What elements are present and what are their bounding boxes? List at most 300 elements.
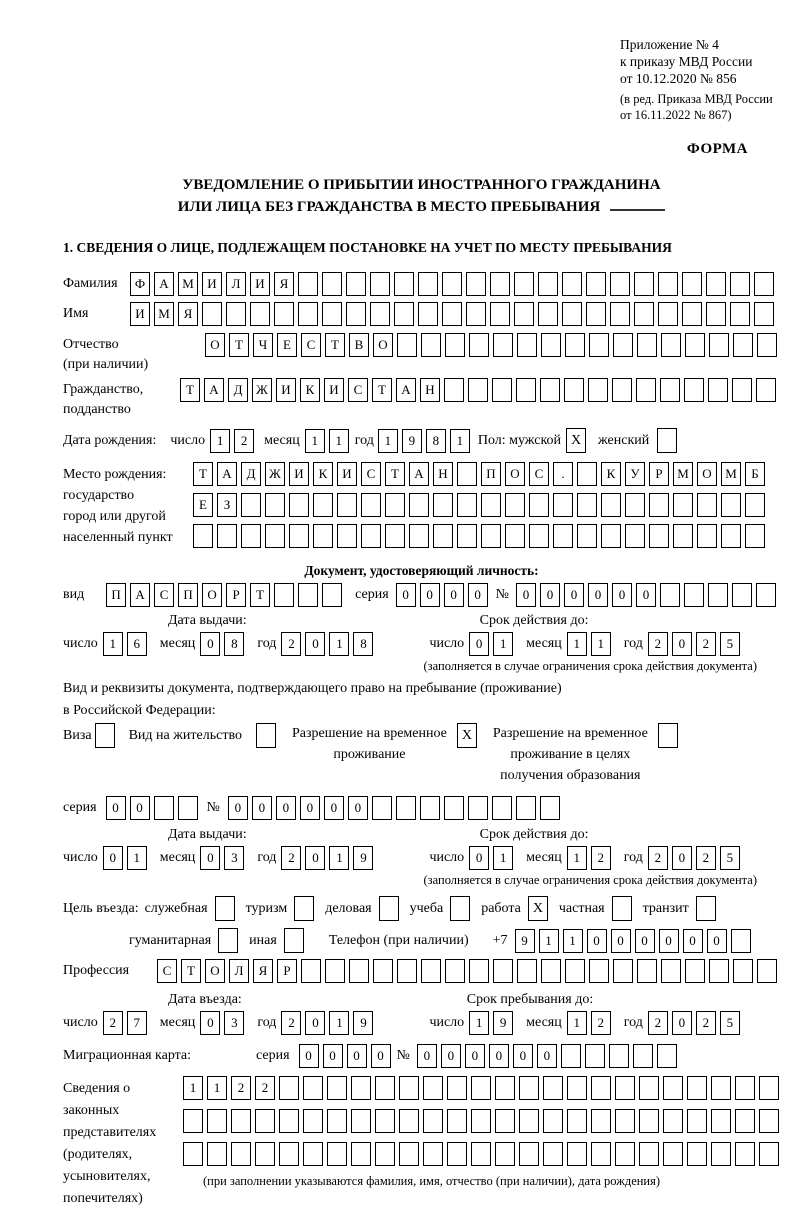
char-cell[interactable] <box>445 333 465 357</box>
char-cell[interactable] <box>303 1076 323 1100</box>
char-cell[interactable] <box>490 272 510 296</box>
char-cell[interactable] <box>399 1142 419 1166</box>
char-cell[interactable] <box>519 1109 539 1133</box>
char-cell[interactable]: И <box>324 378 344 402</box>
char-cell[interactable]: 2 <box>281 846 301 870</box>
char-cell[interactable] <box>346 302 366 326</box>
char-cell[interactable]: 1 <box>329 1011 349 1035</box>
char-cell[interactable] <box>660 583 680 607</box>
char-cell[interactable] <box>231 1109 251 1133</box>
char-cell[interactable]: 1 <box>567 846 587 870</box>
char-cell[interactable]: Д <box>241 462 261 486</box>
char-cell[interactable] <box>562 302 582 326</box>
char-cell[interactable]: П <box>178 583 198 607</box>
char-cell[interactable]: 0 <box>469 846 489 870</box>
char-cell[interactable] <box>495 1076 515 1100</box>
char-cell[interactable] <box>385 524 405 548</box>
char-cell[interactable] <box>327 1076 347 1100</box>
char-cell[interactable] <box>634 302 654 326</box>
char-cell[interactable] <box>745 524 765 548</box>
char-cell[interactable] <box>370 302 390 326</box>
char-cell[interactable]: 2 <box>281 632 301 656</box>
char-cell[interactable]: Т <box>181 959 201 983</box>
char-cell[interactable]: В <box>349 333 369 357</box>
char-cell[interactable] <box>313 493 333 517</box>
char-cell[interactable] <box>399 1076 419 1100</box>
char-cell[interactable]: Я <box>274 272 294 296</box>
char-cell[interactable] <box>731 929 751 953</box>
char-cell[interactable] <box>471 1076 491 1100</box>
char-cell[interactable] <box>346 272 366 296</box>
char-cell[interactable] <box>589 333 609 357</box>
char-cell[interactable] <box>562 272 582 296</box>
sex-male-checkbox[interactable]: X <box>566 428 586 453</box>
char-cell[interactable] <box>706 272 726 296</box>
char-cell[interactable]: И <box>337 462 357 486</box>
char-cell[interactable]: 0 <box>130 796 150 820</box>
char-cell[interactable] <box>255 1109 275 1133</box>
char-cell[interactable] <box>543 1109 563 1133</box>
char-cell[interactable] <box>375 1109 395 1133</box>
char-cell[interactable] <box>634 272 654 296</box>
char-cell[interactable] <box>505 493 525 517</box>
char-cell[interactable] <box>495 1109 515 1133</box>
char-cell[interactable] <box>514 302 534 326</box>
char-cell[interactable] <box>673 524 693 548</box>
char-cell[interactable]: 2 <box>281 1011 301 1035</box>
char-cell[interactable] <box>732 378 752 402</box>
char-cell[interactable]: Я <box>253 959 273 983</box>
char-cell[interactable]: 1 <box>329 632 349 656</box>
char-cell[interactable]: 0 <box>305 1011 325 1035</box>
char-cell[interactable]: А <box>154 272 174 296</box>
char-cell[interactable] <box>423 1109 443 1133</box>
char-cell[interactable]: 1 <box>127 846 147 870</box>
char-cell[interactable] <box>756 378 776 402</box>
char-cell[interactable] <box>442 302 462 326</box>
char-cell[interactable]: 0 <box>672 1011 692 1035</box>
char-cell[interactable] <box>423 1142 443 1166</box>
char-cell[interactable]: 8 <box>426 429 446 453</box>
char-cell[interactable] <box>567 1109 587 1133</box>
char-cell[interactable]: 1 <box>539 929 559 953</box>
char-cell[interactable]: И <box>250 272 270 296</box>
char-cell[interactable] <box>457 493 477 517</box>
char-cell[interactable]: 0 <box>228 796 248 820</box>
char-cell[interactable]: 1 <box>567 1011 587 1035</box>
char-cell[interactable] <box>540 378 560 402</box>
char-cell[interactable] <box>178 796 198 820</box>
char-cell[interactable] <box>493 959 513 983</box>
sex-female-checkbox[interactable] <box>657 428 677 453</box>
char-cell[interactable] <box>183 1142 203 1166</box>
char-cell[interactable] <box>289 524 309 548</box>
char-cell[interactable] <box>466 302 486 326</box>
char-cell[interactable]: 0 <box>683 929 703 953</box>
char-cell[interactable] <box>471 1142 491 1166</box>
char-cell[interactable] <box>588 378 608 402</box>
char-cell[interactable] <box>564 378 584 402</box>
char-cell[interactable] <box>567 1076 587 1100</box>
char-cell[interactable]: 0 <box>672 632 692 656</box>
char-cell[interactable] <box>529 524 549 548</box>
char-cell[interactable] <box>468 796 488 820</box>
char-cell[interactable]: У <box>625 462 645 486</box>
char-cell[interactable] <box>721 524 741 548</box>
char-cell[interactable]: 0 <box>441 1044 461 1068</box>
char-cell[interactable]: С <box>348 378 368 402</box>
char-cell[interactable]: М <box>178 272 198 296</box>
char-cell[interactable] <box>322 302 342 326</box>
char-cell[interactable]: 1 <box>210 429 230 453</box>
char-cell[interactable] <box>279 1109 299 1133</box>
char-cell[interactable] <box>468 378 488 402</box>
char-cell[interactable]: И <box>130 302 150 326</box>
char-cell[interactable] <box>682 272 702 296</box>
char-cell[interactable] <box>421 959 441 983</box>
char-cell[interactable]: 0 <box>299 1044 319 1068</box>
char-cell[interactable] <box>471 1109 491 1133</box>
char-cell[interactable] <box>663 1076 683 1100</box>
char-cell[interactable] <box>226 302 246 326</box>
char-cell[interactable] <box>565 959 585 983</box>
char-cell[interactable] <box>279 1142 299 1166</box>
char-cell[interactable]: 1 <box>329 846 349 870</box>
char-cell[interactable] <box>202 302 222 326</box>
char-cell[interactable]: П <box>106 583 126 607</box>
char-cell[interactable] <box>639 1076 659 1100</box>
char-cell[interactable] <box>591 1142 611 1166</box>
char-cell[interactable]: 9 <box>402 429 422 453</box>
char-cell[interactable]: А <box>204 378 224 402</box>
char-cell[interactable]: Т <box>325 333 345 357</box>
char-cell[interactable]: А <box>396 378 416 402</box>
char-cell[interactable] <box>610 272 630 296</box>
char-cell[interactable] <box>327 1109 347 1133</box>
char-cell[interactable] <box>279 1076 299 1100</box>
char-cell[interactable] <box>706 302 726 326</box>
char-cell[interactable]: А <box>409 462 429 486</box>
char-cell[interactable]: 9 <box>353 846 373 870</box>
char-cell[interactable] <box>613 959 633 983</box>
char-cell[interactable]: О <box>205 959 225 983</box>
char-cell[interactable]: Ж <box>252 378 272 402</box>
char-cell[interactable] <box>337 493 357 517</box>
char-cell[interactable] <box>421 333 441 357</box>
char-cell[interactable]: 7 <box>127 1011 147 1035</box>
char-cell[interactable]: 0 <box>588 583 608 607</box>
char-cell[interactable] <box>697 493 717 517</box>
char-cell[interactable] <box>625 524 645 548</box>
char-cell[interactable]: Б <box>745 462 765 486</box>
char-cell[interactable]: 0 <box>489 1044 509 1068</box>
char-cell[interactable] <box>591 1076 611 1100</box>
char-cell[interactable] <box>591 1109 611 1133</box>
char-cell[interactable] <box>649 524 669 548</box>
char-cell[interactable]: 1 <box>378 429 398 453</box>
char-cell[interactable]: 9 <box>515 929 535 953</box>
char-cell[interactable] <box>493 333 513 357</box>
char-cell[interactable] <box>529 493 549 517</box>
purpose-transit-checkbox[interactable] <box>696 896 716 921</box>
char-cell[interactable]: Я <box>178 302 198 326</box>
char-cell[interactable] <box>759 1142 779 1166</box>
char-cell[interactable] <box>231 1142 251 1166</box>
char-cell[interactable] <box>708 583 728 607</box>
char-cell[interactable]: 0 <box>347 1044 367 1068</box>
char-cell[interactable]: 0 <box>468 583 488 607</box>
char-cell[interactable]: Ф <box>130 272 150 296</box>
char-cell[interactable]: Т <box>372 378 392 402</box>
char-cell[interactable]: 1 <box>469 1011 489 1035</box>
char-cell[interactable]: Т <box>180 378 200 402</box>
char-cell[interactable] <box>615 1142 635 1166</box>
char-cell[interactable] <box>444 796 464 820</box>
char-cell[interactable]: О <box>202 583 222 607</box>
char-cell[interactable] <box>541 959 561 983</box>
char-cell[interactable]: 0 <box>635 929 655 953</box>
char-cell[interactable] <box>466 272 486 296</box>
char-cell[interactable] <box>733 333 753 357</box>
char-cell[interactable] <box>361 524 381 548</box>
char-cell[interactable]: 0 <box>371 1044 391 1068</box>
char-cell[interactable] <box>519 1076 539 1100</box>
char-cell[interactable]: П <box>481 462 501 486</box>
char-cell[interactable]: 0 <box>417 1044 437 1068</box>
char-cell[interactable] <box>577 524 597 548</box>
char-cell[interactable] <box>687 1076 707 1100</box>
char-cell[interactable]: 0 <box>200 846 220 870</box>
char-cell[interactable] <box>327 1142 347 1166</box>
char-cell[interactable] <box>385 493 405 517</box>
char-cell[interactable] <box>445 959 465 983</box>
char-cell[interactable] <box>538 272 558 296</box>
char-cell[interactable] <box>241 493 261 517</box>
char-cell[interactable]: 0 <box>444 583 464 607</box>
char-cell[interactable]: 2 <box>696 632 716 656</box>
char-cell[interactable] <box>447 1142 467 1166</box>
char-cell[interactable] <box>481 524 501 548</box>
char-cell[interactable] <box>289 493 309 517</box>
char-cell[interactable]: Р <box>277 959 297 983</box>
char-cell[interactable]: 3 <box>224 1011 244 1035</box>
char-cell[interactable] <box>745 493 765 517</box>
char-cell[interactable] <box>639 1109 659 1133</box>
char-cell[interactable] <box>685 959 705 983</box>
char-cell[interactable]: 8 <box>353 632 373 656</box>
char-cell[interactable]: 1 <box>563 929 583 953</box>
char-cell[interactable] <box>361 493 381 517</box>
char-cell[interactable]: Т <box>229 333 249 357</box>
char-cell[interactable] <box>397 333 417 357</box>
char-cell[interactable]: 0 <box>396 583 416 607</box>
char-cell[interactable] <box>567 1142 587 1166</box>
char-cell[interactable] <box>409 524 429 548</box>
char-cell[interactable] <box>637 333 657 357</box>
char-cell[interactable] <box>586 302 606 326</box>
char-cell[interactable]: 0 <box>305 632 325 656</box>
char-cell[interactable]: 1 <box>567 632 587 656</box>
char-cell[interactable]: 3 <box>224 846 244 870</box>
char-cell[interactable] <box>457 462 477 486</box>
char-cell[interactable] <box>372 796 392 820</box>
char-cell[interactable]: 2 <box>255 1076 275 1100</box>
char-cell[interactable] <box>397 959 417 983</box>
char-cell[interactable]: 0 <box>200 1011 220 1035</box>
char-cell[interactable] <box>418 302 438 326</box>
char-cell[interactable] <box>754 272 774 296</box>
char-cell[interactable] <box>687 1142 707 1166</box>
char-cell[interactable] <box>735 1076 755 1100</box>
char-cell[interactable]: Ж <box>265 462 285 486</box>
char-cell[interactable]: 0 <box>636 583 656 607</box>
char-cell[interactable]: 2 <box>591 1011 611 1035</box>
char-cell[interactable] <box>553 493 573 517</box>
char-cell[interactable]: 0 <box>324 796 344 820</box>
char-cell[interactable]: И <box>202 272 222 296</box>
char-cell[interactable] <box>375 1076 395 1100</box>
purpose-study-checkbox[interactable] <box>450 896 470 921</box>
char-cell[interactable] <box>636 378 656 402</box>
char-cell[interactable] <box>349 959 369 983</box>
char-cell[interactable] <box>394 272 414 296</box>
char-cell[interactable] <box>658 272 678 296</box>
char-cell[interactable] <box>490 302 510 326</box>
char-cell[interactable]: К <box>601 462 621 486</box>
char-cell[interactable]: 1 <box>329 429 349 453</box>
char-cell[interactable] <box>322 272 342 296</box>
char-cell[interactable]: 0 <box>348 796 368 820</box>
char-cell[interactable] <box>586 272 606 296</box>
char-cell[interactable]: 5 <box>720 632 740 656</box>
char-cell[interactable] <box>684 583 704 607</box>
char-cell[interactable]: 0 <box>516 583 536 607</box>
char-cell[interactable] <box>325 959 345 983</box>
char-cell[interactable] <box>418 272 438 296</box>
char-cell[interactable]: . <box>553 462 573 486</box>
char-cell[interactable] <box>663 1142 683 1166</box>
char-cell[interactable] <box>183 1109 203 1133</box>
purpose-humanitarian-checkbox[interactable] <box>218 928 238 953</box>
char-cell[interactable] <box>351 1142 371 1166</box>
char-cell[interactable]: 2 <box>103 1011 123 1035</box>
char-cell[interactable]: Л <box>226 272 246 296</box>
char-cell[interactable]: 0 <box>672 846 692 870</box>
char-cell[interactable] <box>420 796 440 820</box>
char-cell[interactable] <box>492 378 512 402</box>
char-cell[interactable]: Р <box>226 583 246 607</box>
char-cell[interactable]: Е <box>193 493 213 517</box>
char-cell[interactable] <box>610 302 630 326</box>
char-cell[interactable] <box>735 1109 755 1133</box>
char-cell[interactable] <box>709 959 729 983</box>
char-cell[interactable] <box>759 1076 779 1100</box>
char-cell[interactable]: С <box>154 583 174 607</box>
char-cell[interactable] <box>433 493 453 517</box>
char-cell[interactable]: С <box>301 333 321 357</box>
char-cell[interactable]: 5 <box>720 1011 740 1035</box>
purpose-commercial-checkbox[interactable] <box>379 896 399 921</box>
char-cell[interactable] <box>711 1142 731 1166</box>
char-cell[interactable]: М <box>673 462 693 486</box>
char-cell[interactable] <box>265 524 285 548</box>
char-cell[interactable]: 0 <box>323 1044 343 1068</box>
char-cell[interactable]: Л <box>229 959 249 983</box>
char-cell[interactable] <box>298 583 318 607</box>
char-cell[interactable]: 0 <box>200 632 220 656</box>
char-cell[interactable]: 1 <box>450 429 470 453</box>
char-cell[interactable] <box>274 302 294 326</box>
char-cell[interactable]: Т <box>250 583 270 607</box>
char-cell[interactable]: 0 <box>707 929 727 953</box>
char-cell[interactable] <box>660 378 680 402</box>
char-cell[interactable] <box>759 1109 779 1133</box>
char-cell[interactable] <box>409 493 429 517</box>
purpose-tourism-checkbox[interactable] <box>294 896 314 921</box>
char-cell[interactable] <box>193 524 213 548</box>
char-cell[interactable]: О <box>697 462 717 486</box>
char-cell[interactable] <box>469 959 489 983</box>
char-cell[interactable]: О <box>505 462 525 486</box>
char-cell[interactable] <box>396 796 416 820</box>
char-cell[interactable] <box>313 524 333 548</box>
char-cell[interactable]: 9 <box>493 1011 513 1035</box>
char-cell[interactable] <box>543 1142 563 1166</box>
char-cell[interactable] <box>687 1109 707 1133</box>
char-cell[interactable]: 1 <box>493 846 513 870</box>
char-cell[interactable] <box>469 333 489 357</box>
char-cell[interactable] <box>625 493 645 517</box>
char-cell[interactable]: 1 <box>207 1076 227 1100</box>
char-cell[interactable] <box>735 1142 755 1166</box>
char-cell[interactable]: Е <box>277 333 297 357</box>
char-cell[interactable] <box>639 1142 659 1166</box>
char-cell[interactable] <box>274 583 294 607</box>
char-cell[interactable] <box>754 302 774 326</box>
char-cell[interactable] <box>370 272 390 296</box>
char-cell[interactable] <box>633 1044 653 1068</box>
purpose-private-checkbox[interactable] <box>612 896 632 921</box>
char-cell[interactable]: 1 <box>103 632 123 656</box>
char-cell[interactable]: М <box>721 462 741 486</box>
char-cell[interactable] <box>711 1109 731 1133</box>
char-cell[interactable] <box>457 524 477 548</box>
char-cell[interactable]: Д <box>228 378 248 402</box>
char-cell[interactable] <box>684 378 704 402</box>
char-cell[interactable]: Т <box>193 462 213 486</box>
temp-permit-checkbox[interactable]: X <box>457 723 477 748</box>
char-cell[interactable]: 0 <box>276 796 296 820</box>
char-cell[interactable] <box>658 302 678 326</box>
char-cell[interactable]: 0 <box>587 929 607 953</box>
char-cell[interactable]: 0 <box>659 929 679 953</box>
char-cell[interactable] <box>255 1142 275 1166</box>
char-cell[interactable] <box>540 796 560 820</box>
char-cell[interactable] <box>577 493 597 517</box>
char-cell[interactable] <box>585 1044 605 1068</box>
char-cell[interactable]: 1 <box>305 429 325 453</box>
char-cell[interactable] <box>613 333 633 357</box>
char-cell[interactable] <box>298 302 318 326</box>
char-cell[interactable] <box>732 583 752 607</box>
char-cell[interactable] <box>637 959 657 983</box>
char-cell[interactable]: З <box>217 493 237 517</box>
char-cell[interactable] <box>601 524 621 548</box>
char-cell[interactable]: 2 <box>648 632 668 656</box>
char-cell[interactable]: О <box>205 333 225 357</box>
char-cell[interactable] <box>423 1076 443 1100</box>
char-cell[interactable] <box>519 1142 539 1166</box>
